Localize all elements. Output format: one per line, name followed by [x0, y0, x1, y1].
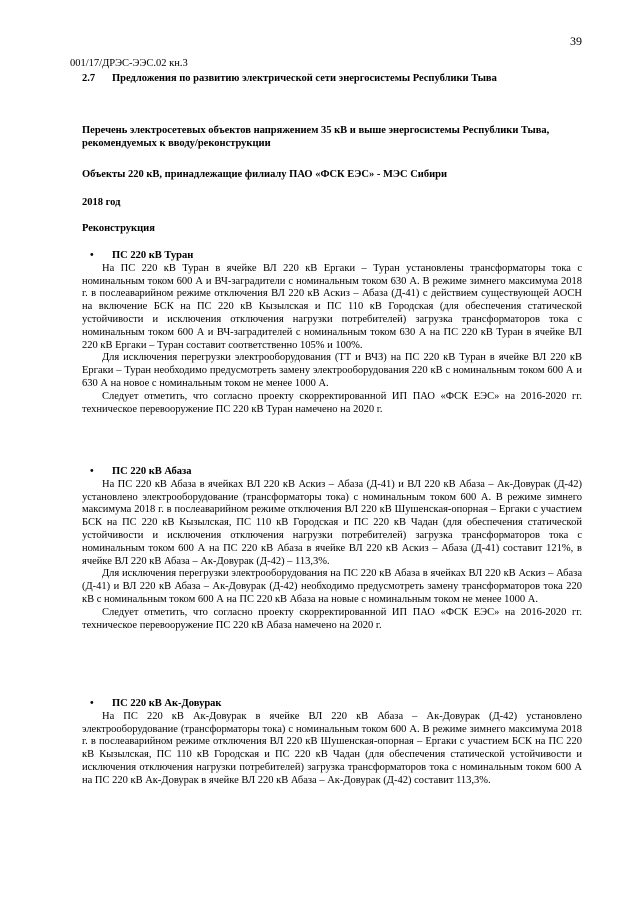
bullet-icon: • [90, 698, 94, 709]
section-number: 2.7 [82, 73, 96, 84]
subsection-title: • ПС 220 кВ Абаза [82, 466, 582, 479]
paragraph: На ПС 220 кВ Туран в ячейке ВЛ 220 кВ Ергаки – Туран установлены трансформаторы тока с номинальным током 600 А и ВЧ-заградители с номинальным током 630 А. В режиме зимнего максимума 2018 г. в послеаварийном режиме отключения ВЛ 220 кВ Аскиз – Абаза (Д-41) с действием существующей АОСН на включение БСК на ПС 220 кВ Кызылская и ПС 110 кВ Городская (для обеспечения статической устойчивости и исключения отключения нагрузки потребителей) загрузка трансформаторов тока с номинальным током 600 А и ВЧ-заградителей с номинальным током 630 А на ПС 220 кВ Туран в ячейке ВЛ 220 кВ Ергаки – Туран составит соответственно 105% и 100%. [82, 262, 582, 351]
year-heading: 2018 год [82, 197, 121, 208]
paragraph: Следует отметить, что согласно проекту скорректированной ИП ПАО «ФСК ЕЭС» на 2016-2020 гг. техническое перевооружение ПС 220 кВ Туран намечено на 2020 г. [82, 390, 582, 415]
subsection-abaza [82, 466, 582, 632]
paragraph: Для исключения перегрузки электрооборудования (ТТ и ВЧЗ) на ПС 220 кВ Туран в ячейке ВЛ 220 кВ Ергаки – Туран необходимо предусмотреть замену электрооборудования 220 кВ с номинальным током 600 А и 630 А на новое с номинальным током не менее 1000 А. [82, 352, 582, 389]
document-code: 001/17/ДРЭС-ЭЭС.02 кн.3 [70, 58, 188, 69]
subsection-turan [82, 250, 582, 416]
paragraph: Следует отметить, что согласно проекту скорректированной ИП ПАО «ФСК ЕЭС» на 2016-2020 гг. техническое перевооружение ПС 220 кВ Абаза намечено на 2020 г. [82, 606, 582, 631]
section-title: Предложения по развитию электрической сети энергосистемы Республики Тыва [112, 73, 497, 84]
page-number: 39 [570, 34, 582, 48]
paragraph: Для исключения перегрузки электрооборудования на ПС 220 кВ Абаза в ячейках ВЛ 220 кВ Аскиз – Абаза (Д-41) и ВЛ 220 кВ Абаза – Ак-Довурак (Д-42) необходимо предусмотреть замену трансформаторов тока 220 кВ с номинальным током 600 А на ПС 220 кВ Абаза на новые с номинальным током не менее 1000 А. [82, 568, 582, 605]
paragraph: На ПС 220 кВ Ак-Довурак в ячейке ВЛ 220 кВ Абаза – Ак-Довурак (Д-42) установлено электрооборудование (трансформаторы тока) с номинальным током 600 А. В режиме зимнего максимума 2018 г. в послеаварийном режиме отключения ВЛ 220 кВ Шушенская-опорная – Ергаки с участием БСК на ПС 220 кВ Кызылская, ПС 110 кВ Городская и ПС 220 кВ Чадан (для обеспечения статической устойчивости и исключения отключения нагрузки потребителей) загрузка трансформаторов тока с номинальным током 600 А на ПС 220 кВ Ак-Довурак в ячейке ВЛ 220 кВ Абаза – Ак-Довурак (Д-42) составит 113,3%. [82, 710, 582, 786]
objects-heading: Объекты 220 кВ, принадлежащие филиалу ПАО «ФСК ЕЭС» - МЭС Сибири [82, 169, 448, 180]
subsection-ak-dovurak [82, 698, 582, 788]
section-heading [82, 72, 552, 85]
subsection-title: • ПС 220 кВ Ак-Довурак [82, 698, 582, 711]
subsection-title: • ПС 220 кВ Туран [82, 250, 582, 263]
bullet-icon: • [90, 466, 94, 477]
bullet-icon: • [90, 250, 94, 261]
paragraph: На ПС 220 кВ Абаза в ячейках ВЛ 220 кВ Аскиз – Абаза (Д-41) и ВЛ 220 кВ Абаза – Ак-Довурак (Д-42) установлено электрооборудование (трансформаторы тока) с номинальным током 600 А. В режиме зимнего максимума 2018 г. в послеаварийном режиме отключения ВЛ 220 кВ Шушенская-опорная – Ергаки с участием БСК на ПС 220 кВ Кызылская, ПС 110 кВ Городская и ПС 220 кВ Чадан (для обеспечения статической устойчивости и исключения отключения нагрузки потребителей) загрузка трансформаторов тока с номинальным током 600 А на ПС 220 кВ Абаза в ячейке ВЛ 220 кВ Аскиз – Абаза (Д-41) составит 121%, в ячейке ВЛ 220 кВ Абаза – Ак-Довурак (Д-42) – 113,3%. [82, 478, 582, 567]
work-type-heading: Реконструкция [82, 223, 155, 234]
list-title: Перечень электросетевых объектов напряжением 35 кВ и выше энергосистемы Республики Тыва, рекомендуемых к вводу/реконструкции [82, 125, 550, 149]
